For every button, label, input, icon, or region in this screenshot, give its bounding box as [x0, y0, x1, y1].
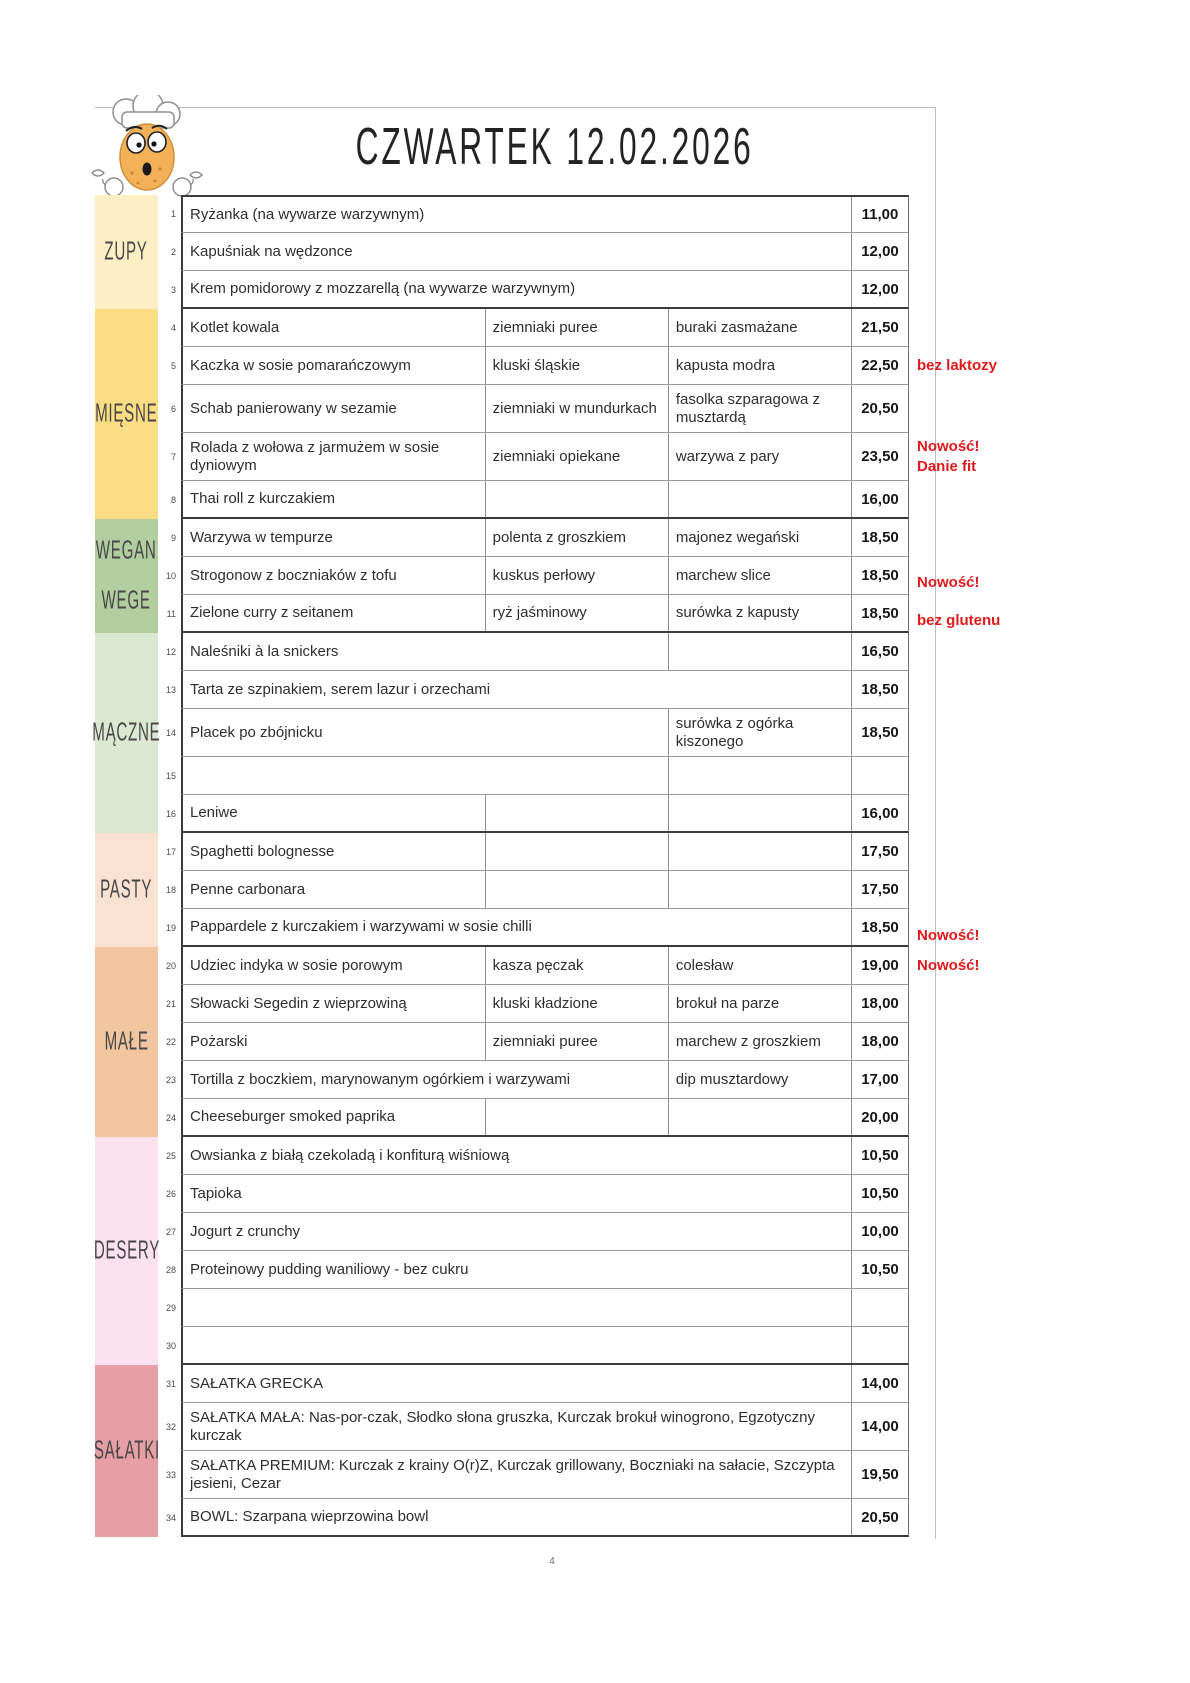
table-row: [158, 947, 1188, 985]
table-row: [158, 385, 1188, 433]
row-number: 11: [166, 609, 176, 619]
side-cell: [486, 871, 669, 908]
price-cell: 10,00: [861, 1223, 899, 1240]
row-number: 5: [170, 361, 176, 371]
side-cell: [669, 757, 852, 794]
category-label: SAŁATKI: [93, 1436, 160, 1465]
category-label: PASTY: [100, 875, 153, 904]
table-row: [158, 1289, 1188, 1327]
row-number: 22: [165, 1037, 176, 1047]
side-cell: kasza pęczak: [486, 947, 669, 984]
price-cell: 18,50: [861, 604, 899, 622]
side-cell: [486, 1099, 669, 1135]
table-row: [158, 233, 1188, 271]
side-cell: [486, 795, 669, 831]
table-row: [158, 519, 1188, 557]
category-desery: [95, 1137, 158, 1365]
side-cell: ryż jaśminowy: [486, 595, 669, 631]
category-miesne: [95, 309, 158, 519]
price-cell: 18,50: [861, 681, 899, 698]
dish-cell: Kapuśniak na wędzonce: [183, 233, 852, 270]
dish-cell: SAŁATKA PREMIUM: Kurczak z krainy O(r)Z, Kurczak grillowany, Boczniaki na sałacie, Szczypta jesieni, Cezar: [183, 1451, 852, 1498]
row-number: 25: [165, 1151, 176, 1161]
dish-cell: SAŁATKA MAŁA: Nas-por-czak, Słodko słona gruszka, Kurczak brokuł winogrono, Egzotyczny kurczak: [183, 1403, 852, 1450]
dish-cell: Leniwe: [183, 795, 486, 831]
price-cell: 11,00: [861, 206, 899, 223]
category-pasty: [95, 833, 158, 947]
side-cell: [669, 833, 852, 870]
price-cell: 14,00: [861, 1375, 899, 1392]
category-wegan-wege: [95, 519, 158, 633]
table-row: [158, 1499, 1188, 1537]
category-zupy: [95, 195, 158, 309]
row-number: 3: [170, 285, 176, 295]
dish-cell: Ryżanka (na wywarze warzywnym): [183, 197, 852, 232]
row-number: 15: [165, 771, 176, 781]
row-number: 23: [165, 1075, 176, 1085]
row-number: 2: [170, 247, 176, 257]
side-cell: [669, 1099, 852, 1135]
price-cell: 19,50: [861, 1466, 899, 1483]
row-number: 34: [165, 1513, 176, 1523]
page-title: CZWARTEK 12.02.2026: [355, 118, 754, 176]
side-cell: [486, 481, 669, 517]
side-cell: ziemniaki puree: [486, 309, 669, 346]
price-cell: 12,00: [861, 280, 899, 298]
dish-cell: Tarta ze szpinakiem, serem lazur i orzechami: [183, 671, 852, 708]
side-cell: fasolka szparagowa z musztardą: [669, 385, 852, 432]
note-nowosc: Nowość!: [917, 926, 980, 944]
table-row: [158, 1213, 1188, 1251]
category-label: MIĘSNE: [95, 399, 158, 428]
row-number: 1: [170, 209, 176, 219]
row-number: 18: [165, 885, 176, 895]
side-cell: marchew z groszkiem: [669, 1023, 852, 1060]
side-cell: [669, 795, 852, 831]
table-row: [158, 271, 1188, 309]
note-nowosc: Nowość!: [917, 573, 980, 591]
dish-cell: Jogurt z crunchy: [183, 1213, 852, 1250]
table-row: [158, 795, 1188, 833]
side-cell: [486, 833, 669, 870]
side-cell: [669, 633, 852, 670]
dish-cell: Naleśniki à la snickers: [183, 633, 669, 670]
dish-cell: Zielone curry z seitanem: [183, 595, 486, 631]
table-row: [158, 195, 1188, 233]
dish-cell: [183, 757, 669, 794]
row-number: 8: [170, 495, 176, 505]
category-label: MAŁE: [104, 1027, 149, 1056]
price-cell: 16,00: [861, 490, 899, 508]
price-cell: 23,50: [861, 448, 899, 465]
price-cell: [852, 1327, 908, 1363]
side-cell: ziemniaki opiekane: [486, 433, 669, 480]
dish-cell: Rolada z wołowa z jarmużem w sosie dyniowym: [183, 433, 486, 480]
side-cell: ziemniaki puree: [486, 1023, 669, 1060]
dish-cell: Strogonow z boczniaków z tofu: [183, 557, 486, 594]
price-cell: 21,50: [861, 319, 899, 336]
row-number: 28: [165, 1265, 176, 1275]
price-cell: 16,00: [861, 804, 899, 822]
side-cell: warzywa z pary: [669, 433, 852, 480]
dish-cell: Tapioka: [183, 1175, 852, 1212]
table-row: [158, 1251, 1188, 1289]
price-cell: 18,00: [861, 1033, 899, 1050]
price-cell: 17,50: [861, 881, 899, 898]
price-cell: 12,00: [861, 243, 899, 260]
dish-cell: Cheeseburger smoked paprika: [183, 1099, 486, 1135]
row-number: 26: [165, 1189, 176, 1199]
price-cell: 20,00: [861, 1108, 899, 1126]
dish-cell: [183, 1289, 852, 1326]
chef-mascot-icon: [86, 95, 210, 199]
note-nowosc-danie-fit: Nowość! Danie fit: [917, 437, 980, 475]
dish-cell: Schab panierowany w sezamie: [183, 385, 486, 432]
row-number: 20: [165, 961, 176, 971]
note-bez-glutenu: bez glutenu: [917, 611, 1001, 629]
table-row: [158, 347, 1188, 385]
dish-cell: SAŁATKA GRECKA: [183, 1365, 852, 1402]
price-cell: 18,50: [861, 724, 899, 741]
row-number: 13: [165, 685, 176, 695]
table-row: [158, 1403, 1188, 1451]
table-row: [158, 757, 1188, 795]
row-number: 9: [170, 533, 176, 543]
table-row: [158, 871, 1188, 909]
row-number: 6: [170, 404, 176, 414]
dish-cell: Słowacki Segedin z wieprzowiną: [183, 985, 486, 1022]
table-row: [158, 1451, 1188, 1499]
dish-cell: Spaghetti bolognesse: [183, 833, 486, 870]
side-cell: brokuł na parze: [669, 985, 852, 1022]
dish-cell: Kaczka w sosie pomarańczowym: [183, 347, 486, 384]
price-cell: 10,50: [861, 1147, 899, 1164]
price-cell: 20,50: [861, 1508, 899, 1526]
side-cell: kluski kładzione: [486, 985, 669, 1022]
dish-cell: [183, 1327, 852, 1363]
category-maczne: [92, 633, 161, 833]
price-cell: 18,50: [861, 918, 899, 936]
table-row: [158, 595, 1188, 633]
row-number: 27: [165, 1227, 176, 1237]
table-row: [158, 1327, 1188, 1365]
side-cell: kluski śląskie: [486, 347, 669, 384]
dish-cell: Penne carbonara: [183, 871, 486, 908]
row-number: 32: [165, 1422, 176, 1432]
category-salatki: [95, 1365, 158, 1537]
dish-cell: Kotlet kowala: [183, 309, 486, 346]
side-cell: surówka z ogórka kiszonego: [669, 709, 852, 756]
side-cell: ziemniaki w mundurkach: [486, 385, 669, 432]
page-number: 4: [549, 1556, 555, 1567]
category-label: ZUPY: [104, 237, 149, 266]
category-label: DESERY: [93, 1236, 160, 1265]
table-row: [158, 709, 1188, 757]
table-row: [158, 985, 1188, 1023]
table-row: [158, 557, 1188, 595]
category-label: WEGE: [101, 586, 152, 615]
dish-cell: Thai roll z kurczakiem: [183, 481, 486, 517]
table-row: [158, 1175, 1188, 1213]
side-cell: surówka z kapusty: [669, 595, 852, 631]
side-cell: polenta z groszkiem: [486, 519, 669, 556]
table-row: [158, 671, 1188, 709]
dish-cell: Krem pomidorowy z mozzarellą (na wywarze warzywnym): [183, 271, 852, 307]
table-row: [158, 833, 1188, 871]
table-row: [158, 309, 1188, 347]
table-row: [158, 1137, 1188, 1175]
price-cell: 18,50: [861, 567, 899, 584]
side-cell: buraki zasmażane: [669, 309, 852, 346]
price-cell: 18,00: [861, 995, 899, 1012]
table-row: [158, 633, 1188, 671]
price-cell: 17,00: [861, 1071, 899, 1088]
row-number: 33: [165, 1470, 176, 1480]
row-number: 17: [165, 847, 176, 857]
dish-cell: BOWL: Szarpana wieprzowina bowl: [183, 1499, 852, 1535]
dish-cell: Owsianka z białą czekoladą i konfiturą wiśniową: [183, 1137, 852, 1174]
dish-cell: Tortilla z boczkiem, marynowanym ogórkiem i warzywami: [183, 1061, 669, 1098]
price-cell: [852, 757, 908, 794]
category-label: WEGAN: [96, 536, 157, 565]
table-row: [158, 433, 1188, 481]
category-male: [95, 947, 158, 1137]
dish-cell: Warzywa w tempurze: [183, 519, 486, 556]
side-cell: dip musztardowy: [669, 1061, 852, 1098]
note-bez-laktozy: bez laktozy: [917, 356, 998, 374]
price-cell: 20,50: [861, 400, 899, 417]
row-number: 30: [165, 1341, 176, 1351]
price-cell: [852, 1289, 908, 1326]
side-cell: majonez wegański: [669, 519, 852, 556]
side-cell: kuskus perłowy: [486, 557, 669, 594]
table-row: [158, 909, 1188, 947]
row-number: 21: [165, 999, 176, 1009]
row-number: 7: [170, 452, 176, 462]
price-cell: 18,50: [861, 529, 899, 546]
row-number: 10: [165, 571, 176, 581]
dish-cell: Proteinowy pudding waniliowy - bez cukru: [183, 1251, 852, 1288]
side-cell: [669, 481, 852, 517]
row-number: 4: [170, 323, 176, 333]
row-number: 14: [165, 728, 176, 738]
side-cell: [669, 871, 852, 908]
row-number: 31: [165, 1379, 176, 1389]
row-number: 16: [165, 809, 176, 819]
dish-cell: Pappardele z kurczakiem i warzywami w sosie chilli: [183, 909, 852, 945]
page-frame-top: [95, 107, 936, 108]
side-cell: colesław: [669, 947, 852, 984]
table-row: [158, 1099, 1188, 1137]
price-cell: 14,00: [861, 1418, 899, 1435]
dish-cell: Pożarski: [183, 1023, 486, 1060]
row-number: 12: [165, 647, 176, 657]
note-nowosc: Nowość!: [917, 956, 980, 974]
price-cell: 22,50: [861, 357, 899, 374]
dish-cell: Placek po zbójnicku: [183, 709, 669, 756]
price-cell: 10,50: [861, 1261, 899, 1278]
price-cell: 10,50: [861, 1185, 899, 1202]
row-number: 29: [165, 1303, 176, 1313]
price-cell: 19,00: [861, 957, 899, 974]
side-cell: marchew slice: [669, 557, 852, 594]
price-cell: 17,50: [861, 843, 899, 860]
table-row: [158, 481, 1188, 519]
table-row: [158, 1023, 1188, 1061]
side-cell: kapusta modra: [669, 347, 852, 384]
dish-cell: Udziec indyka w sosie porowym: [183, 947, 486, 984]
price-cell: 16,50: [861, 643, 899, 660]
row-number: 24: [165, 1113, 176, 1123]
table-row: [158, 1061, 1188, 1099]
table-row: [158, 1365, 1188, 1403]
row-number: 19: [165, 923, 176, 933]
category-label: MĄCZNE: [92, 718, 161, 747]
